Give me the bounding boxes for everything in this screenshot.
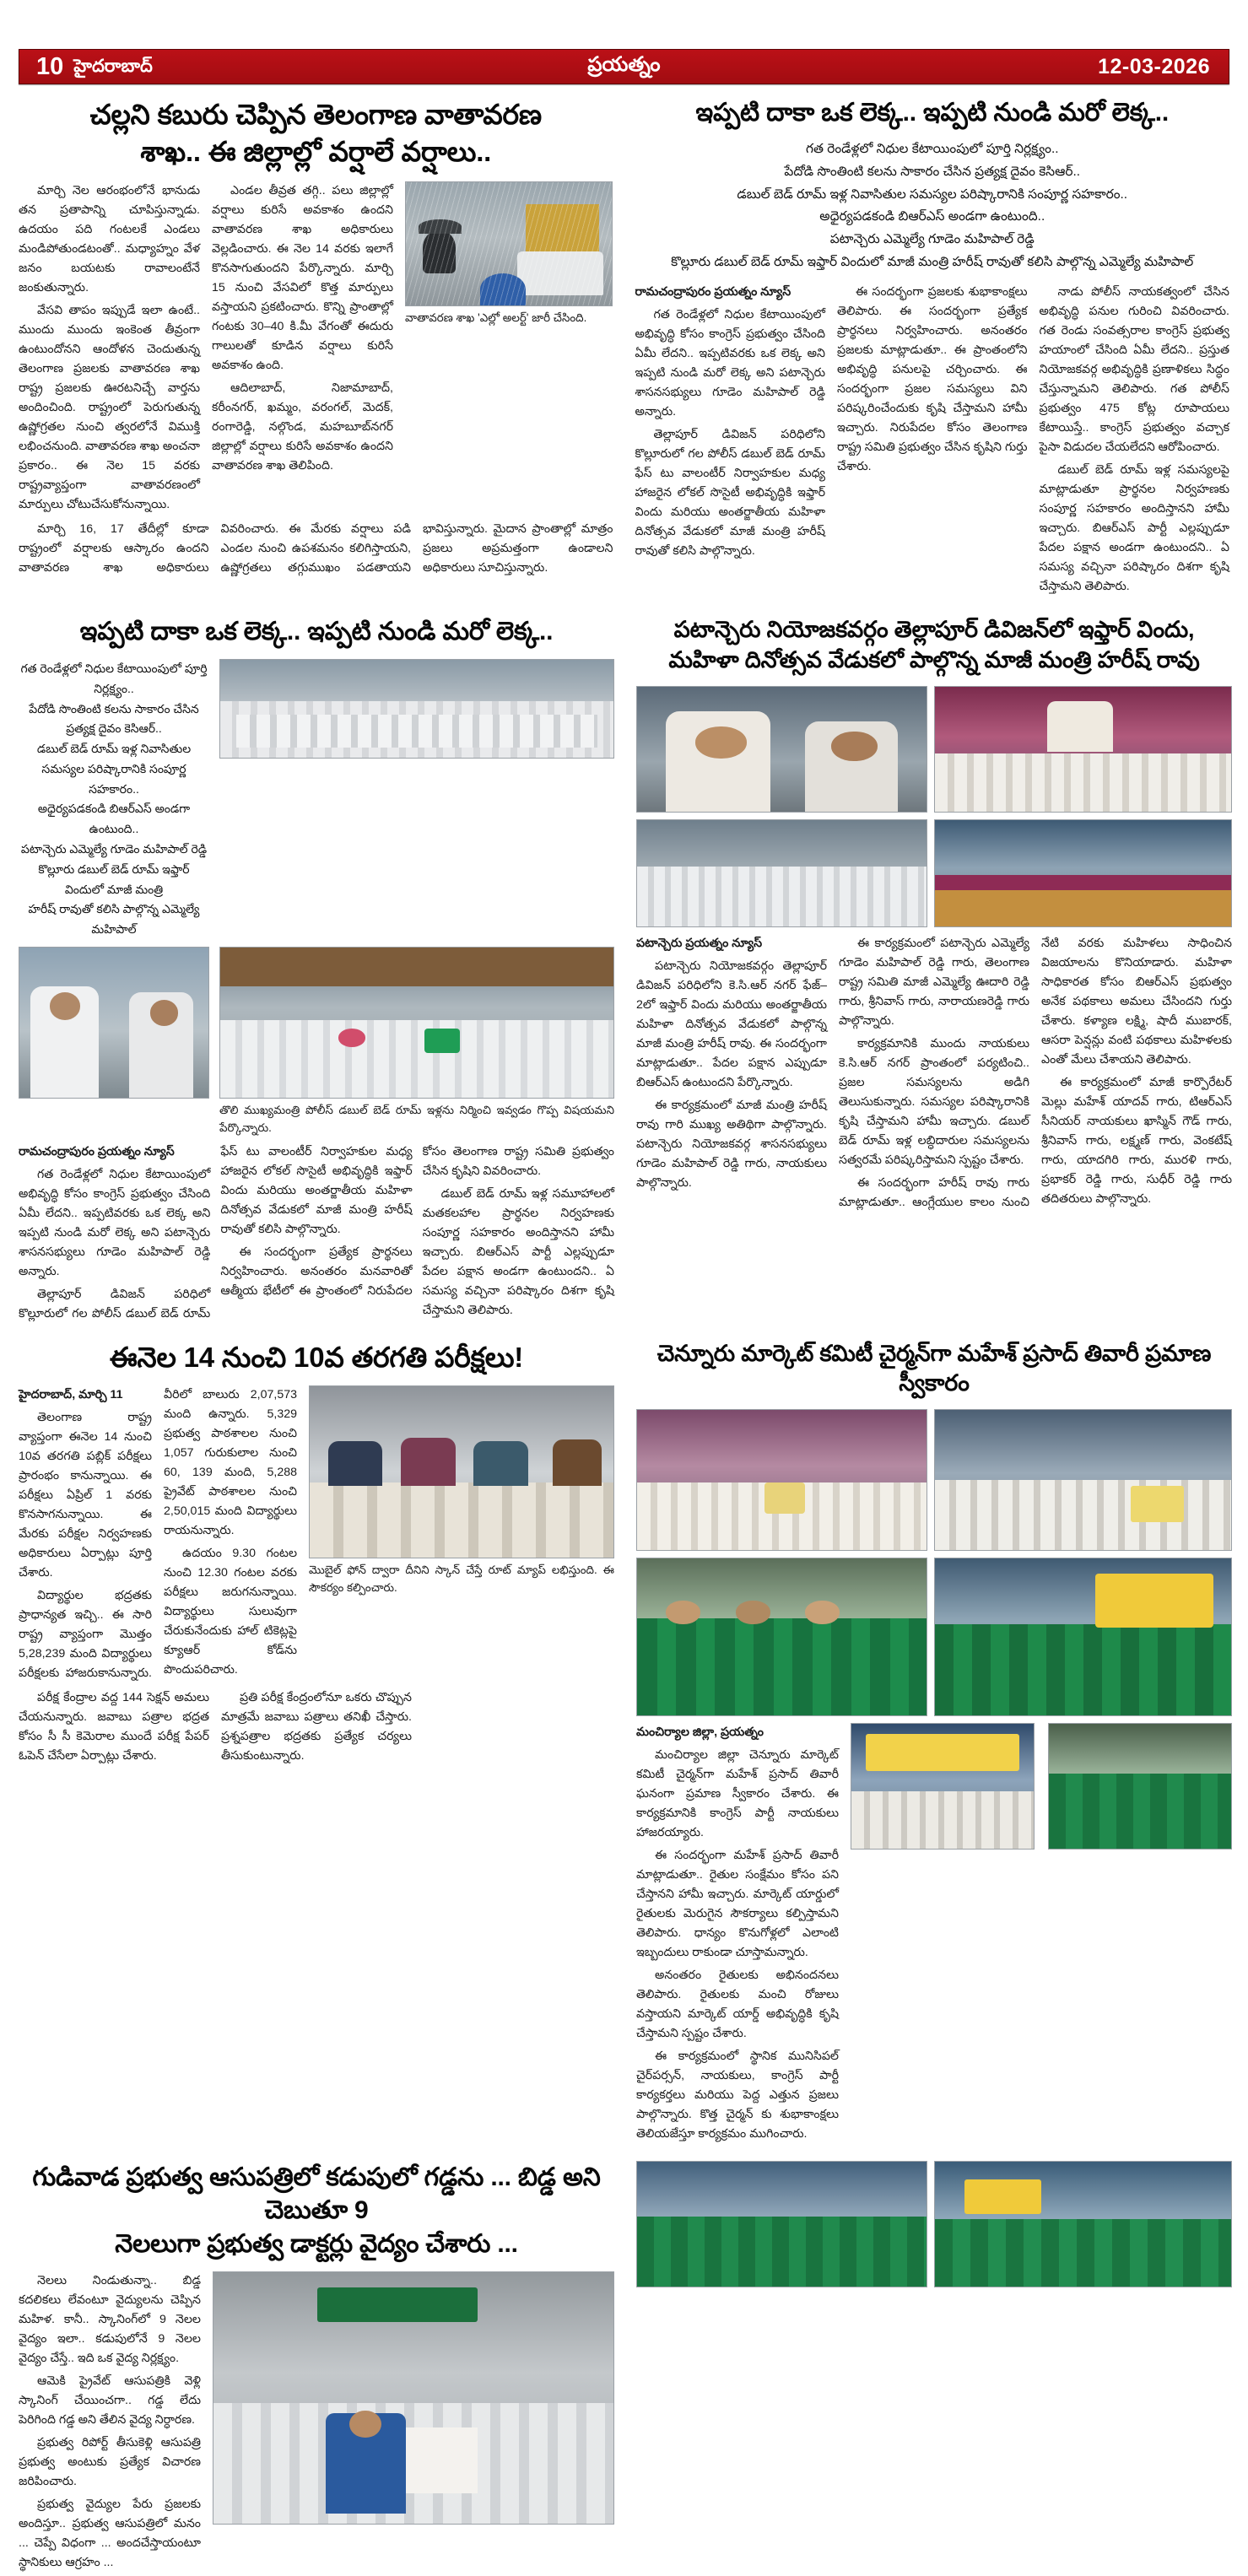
photo-exam-hall: [309, 1385, 614, 1558]
photo-hospital-protest: [213, 2271, 614, 2525]
photo-group-meeting: [219, 659, 614, 759]
brs-left-lead-1: పేదోడి సొంతింటి కలను సాకారం చేసిన ప్రత్యక్ష దైవం కెసిఆర్..: [29, 701, 199, 736]
photo-market-felicitation-2: [934, 2161, 1232, 2287]
photo-harish-dais: [934, 819, 1232, 927]
market-headline: చెన్నూరు మార్కెట్ కమిటీ చైర్మన్‌గా మహేశ్ ప్రసాద్ తివారీ ప్రమాణ స్వీకారం: [656, 1340, 1212, 1396]
harish-headline-line2: మహిళా దినోత్సవ వేడుకలో పాల్గొన్న మాజీ మంత్రి హరీష్ రావు: [668, 646, 1200, 672]
photo-market-farmers-2: [934, 1558, 1232, 1716]
harish-para-6: ఈ కార్యక్రమంలో మాజీ కార్పొరేటర్ మెల్లు మహేశ్ యాదవ్ గారు, టిఆర్ఎస్ సీనియర్ నాయకులు ఖాస్మిన్ గౌడ్ గారు, శ్రీనివాస్ గారు, లక్ష్మణ్ గారు, వెంకటేష్ గారు, యాదగిరి గారు, మురళి గారు, ప్రభాకర్ రెడ్డి గారు, సుధీర్ రెడ్డి గారు తదితరులు పాల్గొన్నారు.: [1041, 1075, 1232, 1206]
photo-mla-greeting: [19, 947, 209, 1099]
market-para-2: ఈ సందర్భంగా మహేశ్ ప్రసాద్ తివారీ మాట్లాడుతూ.. రైతుల సంక్షేమం కోసం పని చేస్తానని హామీ ఇచ్చారు. మార్కెట్ యార్డులో రైతులకు మెరుగైన సౌకర్యాలు కల్పిస్తామని తెలిపారు. ధాన్యం కొనుగోళ్లలో ఎలాంటి ఇబ్బందులు రాకుండా చూస్తామన్నారు.: [636, 1848, 839, 1959]
brs-left-lead-2: డబుల్ బెడ్ రూమ్ ఇళ్ల నివాసితుల సమస్యల పరిష్కారానికి సంపూర్ణ సహకారం..: [36, 742, 192, 796]
brs-left-para-3: ఈ సందర్భంగా ప్రత్యేక ప్రార్థనలు నిర్వహించారు. అనంతరం మనవారితో ఆత్మీయ భేటీలో ఈ ప్రాంతంలో నిరుపేదల కోసం తెలంగాణ రాష్ట్ర సమితి ప్రభుత్వం చేసిన కృషిని వివరించారు.: [220, 1144, 614, 1298]
brs-left-lead-4: పటాన్చెరు ఎమ్మెల్యే గూడెం మహిపాల్ రెడ్డి: [20, 842, 208, 856]
article-brs-right: [635, 96, 1230, 600]
weather-para-4: ఆదిలాబాద్‌, నిజామాబాద్‌, కరీంనగర్‌, ఖమ్మం, వరంగల్‌, మెదక్‌, రంగారెడ్డి, నల్గొండ, మహబూబ్‌నగర్‌ జిల్లాల్లో వర్షాలు కురిసే అవకాశం ఉందని వాతావరణ శాఖ తెలిపింది.: [212, 381, 393, 473]
hospital-headline-line2: నెలలుగా ప్రభుత్వ డాక్టర్లు వైద్యం చేశారు ...: [115, 2230, 518, 2259]
market-para-3: అనంతరం రైతులకు అభినందనలు తెలిపారు. రైతులకు మంచి రోజులు వస్తాయని మార్కెట్ యార్డ్ అభివృద్ధికి కృషి చేస్తామని స్పష్టం చేశారు.: [636, 1968, 839, 2040]
exams-para-5: ప్రతి పరీక్ష కేంద్రంలోనూ ఒకరు చొప్పున మాత్రమే జవాబు పత్రాలు తనిఖీ చేస్తారు. ప్రశ్నపత్రాల భద్రతకు ప్రత్యేక చర్యలు తీసుకుంటున్నారు.: [221, 1691, 412, 1763]
photo-market-farmers-1: [636, 1558, 927, 1716]
brs-right-para-4: నాడు పోలీస్ నాయకత్వంలో చేసిన అభివృద్ధి పనుల గురించి వివరించారు. గత రెండు సంవత్సరాల కాంగ్రెస్ ప్రభుత్వ హయాంలో చేసింది ఏమీ లేదని.. ప్రస్తుత నియోజకవర్గ అభివృద్ధికి ప్రణాళికలు సిద్ధం చేస్తున్నామని తెలిపారు. గత పోలీస్ ప్రభుత్వం 475 కోట్ల రూపాయలు కేటాయిస్తే.. కాంగ్రెస్ ప్రభుత్వం వచ్చాక పైసా విడుదల చేయలేదని ఆరోపించారు.: [1039, 285, 1229, 455]
article-market: [636, 1339, 1232, 2147]
weather-headline: [19, 96, 613, 170]
photo-iftar-distribution: [219, 947, 614, 1099]
exams-headline: ఈనెల 14 నుంచి 10వ తరగతి పరీక్షలు!: [109, 1341, 524, 1373]
harish-para-4: కార్యక్రమానికి ముందు నాయకులు కె.సి.ఆర్ నగర్ ప్రాంతంలో పర్యటించి.. ప్రజల సమస్యలను అడిగి తెలుసుకున్నారు. సమస్యల పరిష్కారానికి కృషి చేస్తామని హామీ ఇచ్చారు. డబుల్ బెడ్ రూమ్ ఇళ్ల లబ్ధిదారుల సమస్యలను సత్వరమే పరిష్కరిస్తామని స్పష్టం చేశారు.: [839, 1036, 1029, 1167]
brs-right-lead-block: [635, 138, 1230, 275]
brs-left-para-4: డబుల్ బెడ్ రూమ్ ఇళ్ల సమూహాలలో మతకలహాల ప్రార్థనల నిర్వహణకు సంపూర్ణ సహకారం అందిస్తానని హామీ ఇచ్చారు. బిఆర్ఎస్ పార్టీ ఎల్లప్పుడూ పేదల పక్షాన అండగా ఉంటుందని.. ఏ సమస్య వచ్చినా పరిష్కారం దిశగా కృషి చేస్తామని తెలిపారు.: [422, 1186, 614, 1317]
brs-right-lead-5: కొల్లూరు డబుల్ బెడ్ రూమ్ ఇఫ్తార్ విందులో మాజీ మంత్రి హరీష్ రావుతో కలిసి పాల్గొన్న ఎమ్మెల్యే మహిపాల్: [671, 255, 1194, 270]
brs-right-para-1: గత రెండేళ్లలో నిధుల కేటాయింపులో అభివృద్ధి కోసం కాంగ్రెస్ ప్రభుత్వం చేసింది ఏమీ లేదని.. ఇప్పటివరకు ఒక లెక్క అని ఇప్పటి నుండి మరో లెక్క అని పటాన్చెరు శాసనసభ్యులు గూడెం మహిపాల్ రెడ్డి అన్నారు.: [635, 308, 825, 419]
exams-dateline: హైదరాబాద్‌, మార్చి 11: [19, 1388, 123, 1402]
brs-right-lead-1: పేదోడి సొంతింటి కలను సాకారం చేసిన ప్రత్యక్ష దైవం కెసిఆర్..: [784, 164, 1081, 179]
exams-para-1: తెలంగాణ రాష్ట్ర వ్యాప్తంగా ఈనెల 14 నుంచి 10వ తరగతి పబ్లిక్ పరీక్షలు ప్రారంభం కానున్నాయి. ఈ పరీక్షలు ఏప్రిల్ 1 వరకు కొనసాగనున్నాయి. ఈ మేరకు పరీక్షల నిర్వహణకు అధికారులు ఏర్పాట్లు పూర్తి చేశారు.: [19, 1411, 152, 1580]
harish-headline-line1: పటాన్చెరు నియోజకవర్గం తెల్లాపూర్ డివిజన్‌లో ఇఫ్తార్ విందు,: [673, 617, 1195, 643]
edition-city: హైదరాబాద్: [73, 56, 153, 76]
harish-para-5: ఈ సందర్భంగా హరీష్ రావు గారు మాట్లాడుతూ.. ఆంగ్లేయుల కాలం నుంచి నేటి వరకు మహిళలు సాధించిన విజయాలను కొనియాడారు. మహిళా సాధికారత కోసం బిఆర్ఎస్ ప్రభుత్వం అనేక పథకాలు అమలు చేసిందని గుర్తు చేశారు. కళ్యాణ లక్ష్మి, షాదీ ముబారక్, ఆసరా పెన్షన్లు వంటి పథకాలు మహిళలకు ఎంతో మేలు చేశాయని తెలిపారు.: [839, 936, 1232, 1209]
hospital-para-4: ప్రభుత్వ వైద్యుల పేరు ప్రజలకు అందిస్తూ.. ప్రభుత్వ ఆసుపత్రిలో మనం ... చెప్పే విధంగా ... అందచేస్తాయంటూ స్థానికులు ఆగ్రహం ...: [19, 2497, 201, 2569]
brs-right-dateline: రామచంద్రాపురం ప్రయత్నం న్యూస్: [635, 285, 791, 300]
market-para-4: ఈ కార్యక్రమంలో స్థానిక మునిసిపల్ చైర్‌పర్సన్, నాయకులు, కాంగ్రెస్ పార్టీ కార్యకర్తలు మరియు పెద్ద ఎత్తున ప్రజలు పాల్గొన్నారు. కొత్త చైర్మన్ కు శుభాకాంక్షలు తెలియజేస్తూ కార్యక్రమం ముగించారు.: [636, 2049, 839, 2141]
photo-harish-closeup: [636, 686, 927, 813]
weather-headline-line2: శాఖ.. ఈ జిల్లాల్లో వర్షాలే వర్షాలు..: [140, 135, 492, 167]
article-brs-left: [19, 615, 614, 1323]
publication-date: 12-03-2026: [1098, 54, 1210, 78]
harish-para-1: పటాన్చెరు నియోజకవర్గం తెల్లాపూర్ డివిజన్ పరిధిలోని కె.సి.ఆర్ నగర్ ఫేజ్–2లో ఇఫ్తార్ విందు మరియు అంతర్జాతీయ మహిళా దినోత్సవ వేడుకలో పాల్గొన్న మాజీ మంత్రి హరీష్ రావు. ఈ సందర్భంగా మాట్లాడుతూ.. పేదల పక్షాన ఎప్పుడూ బిఆర్ఎస్ ఉంటుందని పేర్కొన్నారు.: [636, 959, 827, 1089]
exams-para-4: పరీక్ష కేంద్రాల వద్ద 144 సెక్షన్ అమలు చేయనున్నారు. జవాబు పత్రాల భద్రత కోసం సీ సీ కెమెరాల ముందే పరీక్ష పేపర్ ఓపెన్ చేసేలా ఏర్పాట్లు చేశారు.: [19, 1691, 209, 1763]
weather-photo-caption: వాతావరణ శాఖ 'ఎల్లో అలర్ట్' జారీ చేసింది.: [405, 311, 587, 325]
harish-para-3: ఈ కార్యక్రమంలో పటాన్చెరు ఎమ్మెల్యే గూడెం మహిపాల్ రెడ్డి గారు, తెలంగాణ రాష్ట్ర సమితి మాజీ ఎమ్మెల్యే ఊదారి రెడ్డి గారు, శ్రీనివాస్ గారు, నారాయణరెడ్డి గారు పాల్గొన్నారు.: [839, 936, 1029, 1028]
exams-photo-caption: మొబైల్ ఫోన్ ద్వారా దీనిని స్కాన్ చేస్తే రూట్ మ్యాప్ లభిస్తుంది. ఈ సౌకర్యం కల్పించారు.: [309, 1563, 614, 1594]
brs-left-lead-block: [19, 659, 209, 940]
photo-market-handover: [1048, 1723, 1232, 1850]
market-dateline: మంచిర్యాల జిల్లా, ప్రయత్నం: [636, 1725, 764, 1739]
brs-left-photo-caption: తొలి ముఖ్యమంత్రి పోలీస్ డబుల్ బెడ్ రూమ్ ఇళ్లను నిర్మించి ఇవ్వడం గొప్ప విషయమని పేర్కొన్నారు.: [219, 1104, 614, 1134]
hospital-para-3: ప్రభుత్వ రిపోర్ట్ తీసుకెళ్లి ఆసుపత్రి ప్రభుత్వ అంటుకు ప్రత్యేక విచారణ జరిపించారు.: [19, 2435, 201, 2488]
brs-right-lead-4: పటాన్చెరు ఎమ్మెల్యే గూడెం మహిపాల్ రెడ్డి: [829, 232, 1035, 247]
brs-right-lead-2: డబుల్ బెడ్ రూమ్ ఇళ్ల నివాసితుల సమస్యల పరిష్కారానికి సంపూర్ణ సహకారం..: [737, 186, 1128, 202]
photo-market-award-2: [934, 1409, 1232, 1551]
brs-right-para-3: ఈ సందర్భంగా ప్రజలకు శుభాకాంక్షలు తెలిపారు. ఈ సందర్భంగా ప్రత్యేక ప్రార్థనలు నిర్వహించారు. అనంతరం ప్రజలకు మాట్లాడుతూ.. ఈ ప్రాంతంలోని అభివృద్ధి పనులపై చర్చించారు. ఈ సందర్భంగా ప్రజల సమస్యలు విని పరిష్కరించేందుకు కృషి చేస్తామని హామీ ఇచ్చారు. నిరుపేదల కోసం తెలంగాణ రాష్ట్ర సమితి ప్రభుత్వం చేసిన కృషిని గుర్తు చేశారు.: [837, 285, 1028, 474]
hospital-para-1: నెలలు నిండుతున్నా.. బిడ్డ కదలికలు లేవంటూ వైద్యులను చెప్పిన మహిళ. కానీ.. స్కానింగ్‌లో 9 నెలల వైద్యం ఇలా.. కడుపులోనే 9 నెలల వైద్యం చేస్తే.. ఇది ఒక వైద్య నిర్లక్ష్యం.: [19, 2273, 201, 2365]
hospital-para-2: ఆమెకి ప్రైవేట్ ఆసుపత్రికి వెళ్లి స్కానింగ్ చేయించగా.. గడ్డ లేదు పెరిగింది గడ్డ అని తేలిన వైద్య నిర్ధారణ.: [19, 2373, 201, 2427]
photo-harish-stage: [934, 686, 1232, 813]
harish-headline: [636, 615, 1232, 675]
brs-left-headline: ఇప్పటి దాకా ఒక లెక్క.. ఇప్పటి నుండి మరో లెక్క..: [79, 618, 554, 646]
article-market-overflow: [636, 2161, 1232, 2576]
weather-para-5: మార్చి 16, 17 తేదీల్లో కూడా రాష్ట్రంలో వర్షాలకు ఆస్కారం ఉందని వాతావరణ శాఖ అధికారులు వివరించారు. ఈ మేరకు వర్షాలు పడి ఎండల నుంచి ఉపశమనం కలిగిస్తాయని, ఉష్ణోగ్రతలు తగ్గుముఖం పడతాయని భావిస్తున్నారు. మైదాన ప్రాంతాల్లో మాత్రం ప్రజలు అప్రమత్తంగా ఉండాలని అధికారులు సూచిస్తున్నారు.: [19, 522, 613, 575]
weather-para-2: వేసవి తాపం ఇప్పుడే ఇలా ఉంటే.. ముందు ముందు ఇంకెంత తీవ్రంగా ఉంటుందోనని ఆందోళన చెందుతున్న తెలంగాణ ప్రజలకు వాతావరణ శాఖ రాష్ట్ర ప్రజలకు ఊరటనిచ్చే వార్తను అందించింది. రాష్ట్రంలో పెరుగుతున్న ఉష్ణోగ్రతల నుంచి త్వరలోనే విముక్తి లభించనుంది. వాతావరణ శాఖ అంచనా ప్రకారం.. ఈ నెల 15 వరకు రాష్ట్రవ్యాప్తంగా వాతావరణంలో మార్పులు చోటుచేసుకోనున్నాయి.: [19, 304, 200, 512]
article-hospital: [19, 2161, 614, 2576]
brs-right-lead-0: గత రెండేళ్లలో నిధుల కేటాయింపులో పూర్తి నిర్లక్ష్యం..: [805, 141, 1059, 156]
weather-para-1: మార్చి నెల ఆరంభంలోనే భానుడు తన ప్రతాపాన్ని చూపిస్తున్నాడు. ఉదయం పది గంటలకే ఎండలు మండిపోతుండటంతో.. మధ్యాహ్నం వేళ జనం బయటకు రావాలంటేనే జంకుతున్నారు.: [19, 184, 200, 295]
hospital-headline: [19, 2161, 614, 2261]
brs-left-lead-5: కొల్లూరు డబుల్ బెడ్ రూమ్ ఇఫ్తార్ విందులో మాజీ మంత్రి: [38, 861, 190, 896]
brs-left-para-1: గత రెండేళ్లలో నిధుల కేటాయింపులో అభివృద్ధి కోసం కాంగ్రెస్ ప్రభుత్వం చేసింది ఏమీ లేదని.. ఇప్పటివరకు ఒక లెక్క అని ఇప్పటి నుండి మరో లెక్క అని పటాన్చెరు శాసనసభ్యులు గూడెం మహిపాల్ రెడ్డి అన్నారు.: [19, 1167, 211, 1278]
brs-right-para-2: తెల్లాపూర్ డివిజన్ పరిధిలోని కొల్లూరులో గల పోలీస్ డబుల్ బెడ్ రూమ్ ఫేస్ టు వాలంటీర్ నిర్వాహకుల మధ్య హాజరైన లోకల్ సొసైటీ అభివృద్ధికి ఇఫ్తార్ విందు మరియు అంతర్జాతీయ మహిళా దినోత్సవ వేడుకలో మాజీ మంత్రి హరీష్ రావుతో కలిసి పాల్గొన్నారు.: [635, 428, 825, 559]
article-harish: [636, 615, 1232, 1323]
publication-brand: ప్రయత్నం: [587, 52, 661, 76]
article-weather: [19, 96, 613, 600]
brs-left-lead-0: గత రెండేళ్లలో నిధుల కేటాయింపులో పూర్తి నిర్లక్ష్యం..: [20, 661, 208, 695]
photo-rainy-street: [405, 181, 613, 306]
exams-para-2: విద్యార్థుల భద్రతకు ప్రాధాన్యత ఇచ్చి.. ఈ సారి రాష్ట్ర వ్యాప్తంగా మొత్తం 5,28,239 మంది విద్యార్థులు పరీక్షలకు హాజరుకానున్నారు. వీరిలో బాలురు 2,07,573 మంది ఉన్నారు. 5,329 ప్రభుత్వ పాఠశాలల నుంచి 1,057 గురుకులాల నుంచి 60, 139 మంది, 5,288 ప్రైవేట్ పాఠశాలల నుంచి 2,50,015 మంది విద్యార్థులు రాయనున్నారు.: [19, 1388, 297, 1681]
photo-market-felicitation-1: [636, 2161, 927, 2287]
harish-dateline: పటాన్చెరు ప్రయత్నం న్యూస్: [636, 936, 763, 950]
brs-left-dateline: రామచంద్రాపురం ప్రయత్నం న్యూస్: [19, 1144, 175, 1158]
exams-para-3: ఉదయం 9.30 గంటల నుంచి 12.30 గంటల వరకు పరీక్షలు జరుగనున్నాయి. విద్యార్థులు సులువుగా చేరుకునేందుకు హాల్ టికెట్లపై క్యూఆర్ కోడ్‌ను పొందుపరిచారు.: [164, 1547, 297, 1677]
hospital-headline-line1: గుడివాడ ప్రభుత్వ ఆసుపత్రిలో కడుపులో గడ్డను ... బిడ్డ అని చెబుతూ 9: [32, 2163, 601, 2225]
brs-right-lead-3: అధైర్యపడకండి బిఆర్ఎస్ అండగా ఉంటుంది..: [819, 209, 1045, 224]
market-para-1: మంచిర్యాల జిల్లా చెన్నూరు మార్కెట్ కమిటీ చైర్మన్‌గా మహేశ్ ప్రసాద్ తివారీ ఘనంగా ప్రమాణ స్వీకారం చేశారు. ఈ కార్యక్రమానికి కాంగ్రెస్ పార్టీ నాయకులు హాజరయ్యారు.: [636, 1747, 839, 1839]
brs-left-lead-3: అధైర్యపడకండి బిఆర్ఎస్ అండగా ఉంటుంది..: [37, 802, 191, 836]
weather-para-3: ఎండల తీవ్రత తగ్గి.. పలు జిల్లాల్లో వర్షాలు కురిసే అవకాశం ఉందని వాతావరణ శాఖ అధికారులు వెల్లడించారు. ఈ నెల 14 వరకు ఇలాగే కొనసాగుతుందని పేర్కొన్నారు. మార్చి 15 నుంచి వేసవిలో కొత్త మార్పులు వస్తాయని ప్రకటించారు. కొన్ని ప్రాంతాల్లో గంటకు 30–40 కి.మీ వేగంతో ఈదురు గాలులతో కూడిన వర్షాలు కురిసే అవకాశం ఉంది.: [212, 184, 393, 373]
brs-right-headline: ఇప్పటి దాకా ఒక లెక్క.. ఇప్పటి నుండి మరో లెక్క..: [695, 99, 1169, 127]
brs-right-para-5: డబుల్ బెడ్ రూమ్ ఇళ్ల సమస్యలపై మాట్లాడుతూ ప్రార్థనల నిర్వహణకు సంపూర్ణ సహకారం అందిస్తానని హామీ ఇచ్చారు. బిఆర్ఎస్ పార్టీ ఎల్లప్పుడూ పేదల పక్షాన అండగా ఉంటుందని.. ఏ సమస్య వచ్చినా పరిష్కారం దిశగా కృషి చేస్తామని తెలిపారు.: [1039, 463, 1229, 594]
masthead-bar: [19, 49, 1229, 84]
photo-market-banner: [851, 1723, 1035, 1850]
page-number: 10: [36, 52, 64, 80]
brs-left-para-2: తెల్లాపూర్ డివిజన్ పరిధిలో కొల్లూరులో గల పోలీస్ డబుల్ బెడ్ రూమ్ ఫేస్ టు వాలంటీర్ నిర్వాహకుల మధ్య హాజరైన లోకల్ సొసైటీ అభివృద్ధికి ఇఫ్తార్ విందు మరియు అంతర్జాతీయ మహిళా దినోత్సవ వేడుకలో మాజీ మంత్రి హరీష్ రావుతో కలిసి పాల్గొన్నారు.: [19, 1144, 413, 1320]
photo-harish-audience: [636, 819, 927, 927]
weather-headline-line1: చల్లని కబురు చెప్పిన తెలంగాణ వాతావరణ: [89, 99, 542, 130]
photo-market-award-1: [636, 1409, 927, 1551]
brs-left-lead-6: హరీష్ రావుతో కలిసి పాల్గొన్న ఎమ్మెల్యే మహిపాల్: [28, 902, 200, 937]
article-exams: [19, 1339, 614, 2147]
harish-para-2: ఈ కార్యక్రమంలో మాజీ మంత్రి హరీష్ రావు గారి ముఖ్య అతిథిగా పాల్గొన్నారు. పటాన్చెరు నియోజకవర్గ శాసనసభ్యులు గూడెం మహిపాల్ రెడ్డి గారు, నాయకులు పాల్గొన్నారు.: [636, 1098, 827, 1190]
